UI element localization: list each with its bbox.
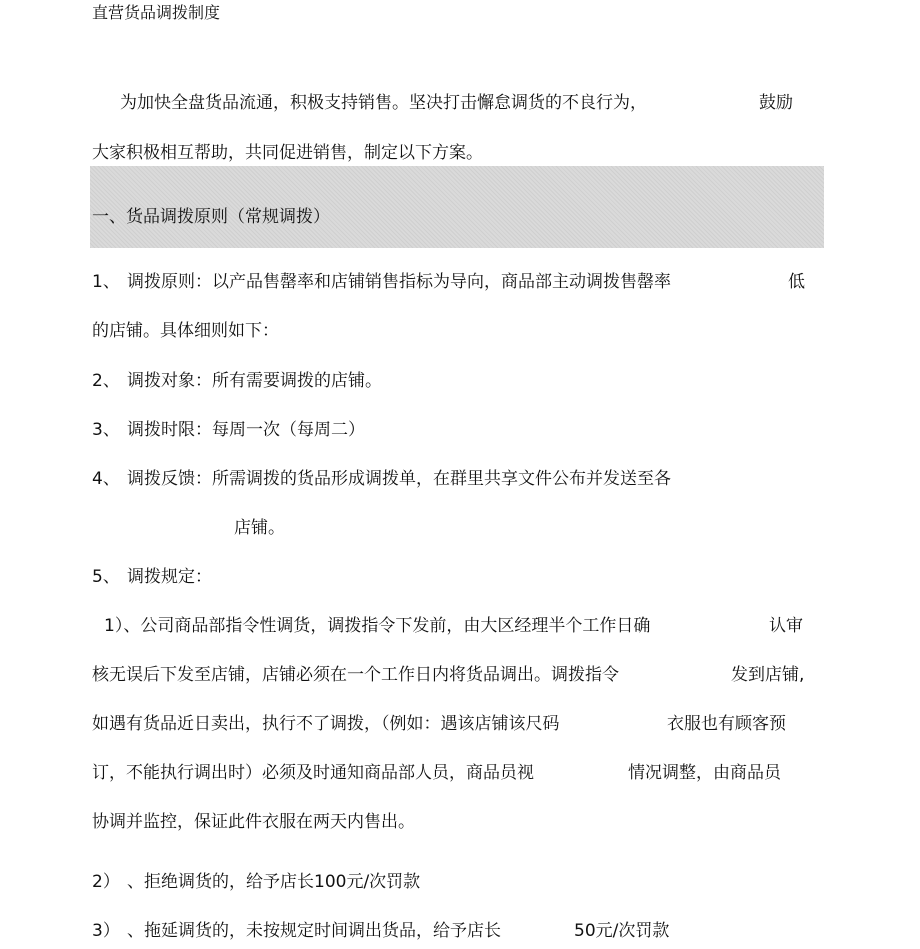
- rule-1-line-1-tail: 认审: [769, 616, 803, 636]
- item-1-tail: 低: [788, 272, 805, 292]
- rule-1-line-4-tail: 情况调整，由商品员: [628, 763, 781, 783]
- rule-1-line-3: 如遇有货品近日卖出，执行不了调拨，（例如：遇该店铺该尺码: [92, 714, 560, 734]
- intro-line-2: 大家积极相互帮助，共同促进销售，制定以下方案。: [92, 143, 483, 163]
- rule-1-line-4: 订，不能执行调出时）必须及时通知商品部人员，商品员视: [92, 763, 534, 783]
- item-2-number: 2、: [92, 371, 120, 391]
- rule-1-line-1: 1）、公司商品部指令性调货，调拨指令下发前，由大区经理半个工作日确: [104, 616, 651, 636]
- intro-line-1-tail: 鼓励: [759, 93, 793, 113]
- rule-2-text: 、拒绝调货的，给予店长100元/次罚款: [127, 872, 421, 892]
- rule-3-text: 、拖延调货的，未按规定时间调出货品，给予店长: [127, 921, 501, 941]
- rule-1-line-2: 核无误后下发至店铺，店铺必须在一个工作日内将货品调出。调拨指令: [92, 665, 619, 685]
- rule-3-amount: 50元/次罚款: [574, 921, 670, 941]
- item-3-number: 3、: [92, 420, 120, 440]
- item-4: [92, 468, 671, 490]
- item-3-text: 调拨时限：每周一次（每周二）: [127, 420, 365, 440]
- item-1-text: 调拨原则：以产品售罄率和店铺销售指标为导向，商品部主动调拨售罄率: [127, 272, 671, 292]
- section-1-heading: 一、货品调拨原则（常规调拨）: [92, 207, 330, 227]
- item-5-number: 5、: [92, 567, 120, 587]
- rule-3: [92, 920, 501, 942]
- rule-1-line-2-tail: 发到店铺,: [731, 665, 805, 685]
- rule-3-number: 3）: [92, 921, 120, 941]
- intro-line-1-main: 为加快全盘货品流通，积极支持销售。坚决打击懈怠调货的不良行为，: [120, 93, 647, 113]
- item-5-text: 调拨规定：: [127, 567, 212, 587]
- rule-2: [92, 871, 420, 893]
- rule-2-number: 2）: [92, 872, 120, 892]
- item-4-number: 4、: [92, 469, 120, 489]
- item-2: [92, 370, 382, 392]
- intro-line-1: [120, 92, 647, 114]
- item-4-text: 调拨反馈：所需调拨的货品形成调拨单，在群里共享文件公布并发送至各: [127, 469, 671, 489]
- item-5: [92, 566, 212, 588]
- item-3: [92, 419, 365, 441]
- item-4-continuation: 店铺。: [234, 518, 285, 538]
- item-1: [92, 271, 671, 293]
- item-1-continuation: 的店铺。具体细则如下：: [92, 321, 279, 341]
- item-1-number: 1、: [92, 272, 120, 292]
- document-title: 直营货品调拨制度: [92, 3, 221, 22]
- item-2-text: 调拨对象：所有需要调拨的店铺。: [127, 371, 382, 391]
- rule-1-line-5: 协调并监控，保证此件衣服在两天内售出。: [92, 812, 415, 832]
- rule-1-line-3-tail: 衣服也有顾客预: [667, 714, 786, 734]
